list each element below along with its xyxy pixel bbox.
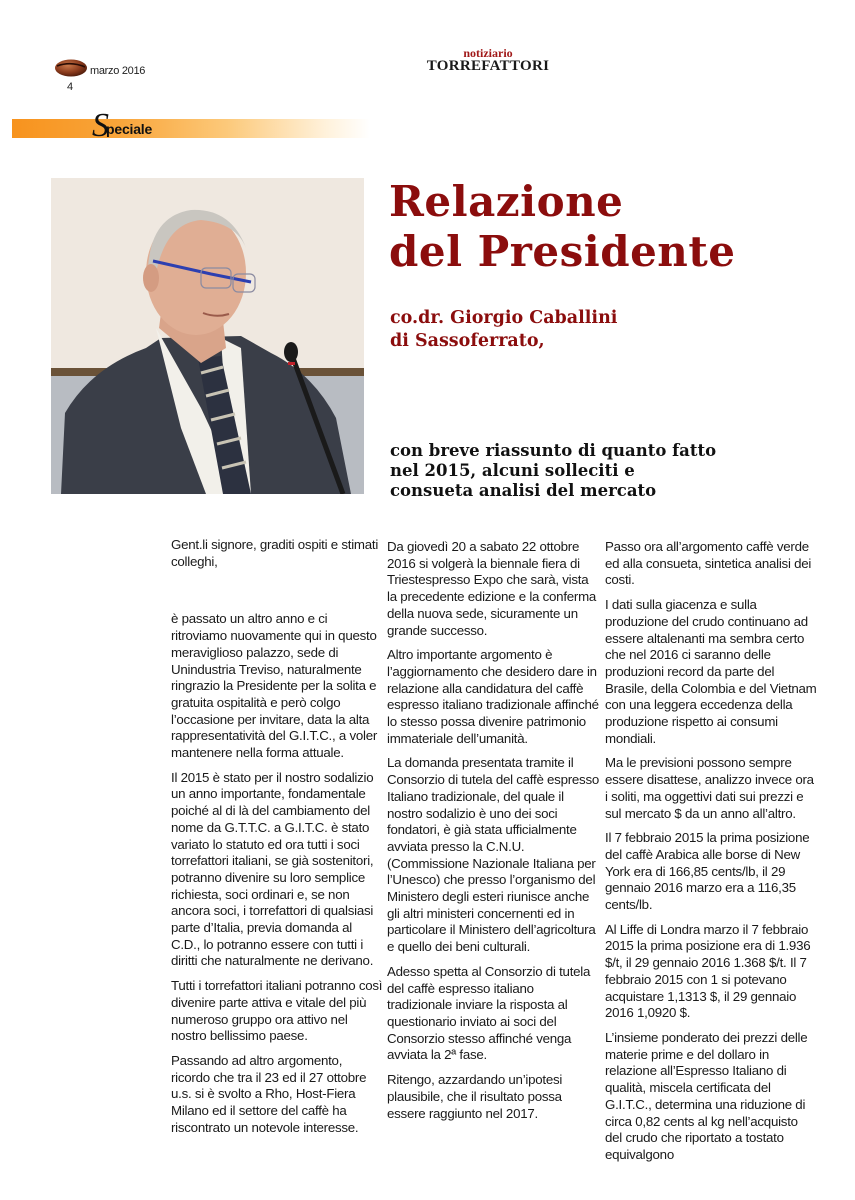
page-number: 4 bbox=[67, 81, 74, 93]
article-subtitle bbox=[390, 441, 716, 501]
coffee-bean-logo-icon bbox=[54, 58, 88, 78]
article-title bbox=[389, 177, 735, 277]
masthead-main: TORREFATTORI bbox=[426, 58, 550, 74]
body-column-2 bbox=[387, 539, 599, 1130]
subtitle-line-1: con breve riassunto di quanto fatto bbox=[390, 441, 717, 460]
issue-date: marzo 2016 bbox=[90, 65, 146, 77]
paragraph: Gent.li signore, graditi ospiti e stimati colleghi, bbox=[171, 537, 379, 569]
section-label: peciale bbox=[106, 121, 153, 137]
author-line-1: co.dr. Giorgio Caballini bbox=[390, 308, 618, 328]
paragraph: Passo ora all’argomento caffè verde ed alla consueta, sintetica analisi dei costi. bbox=[605, 539, 812, 588]
paragraph: Altro importante argomento è l’aggiornamento che desidero dare in relazione alla candidatura del caffè espresso italiano tradizionale affinché lo stesso possa divenire patrimonio immateriale dell’umanità. bbox=[387, 647, 599, 746]
portrait-illustration bbox=[51, 178, 364, 494]
subtitle-line-2: nel 2015, alcuni solleciti e bbox=[390, 461, 635, 480]
title-line-1: Relazione bbox=[389, 177, 624, 226]
paragraph: La domanda presentata tramite il Consorzio di tutela del caffè espresso Italiano tradizionale, del quale il nostro sodalizio è uno dei soci fondatori, è già stata ufficialmente avviata presso la C.N.U. (Commissione Nazionale Italiana per l’Unesco) che presso l’organismo del Ministero degli esteri riunisce anche gli altri ministeri concernenti ed in particolare il Ministero dell’agricoltura e quello dei beni culturali. bbox=[387, 755, 599, 955]
section-band bbox=[12, 119, 370, 138]
masthead-small: notiziario bbox=[463, 46, 513, 60]
paragraph: è passato un altro anno e ci ritroviamo nuovamente qui in questo meraviglioso palazzo, sede di Unindustria Treviso, naturalmente ringrazio la Presidente per la solita e gratuita ospitalità e però colgo l’occasione per invitare, data la alta rappresentatività del G.I.T.C., a voler mantenere nella forma attuale. bbox=[171, 611, 378, 761]
paragraph: Tutti i torrefattori italiani potranno così divenire parte attiva e vitale del più numeroso gruppo ora attivo nel nostro bellissimo paese. bbox=[171, 978, 383, 1044]
article-author bbox=[390, 307, 617, 353]
paragraph: Ma le previsioni possono sempre essere disattese, analizzo invece ora i soliti, ma oggettivi dati sui prezzi e sul mercato $ da un anno all’altro. bbox=[605, 755, 814, 821]
paragraph: Ritengo, azzardando un’ipotesi plausibile, che il risultato possa essere raggiunto nel 2017. bbox=[387, 1072, 563, 1121]
author-line-2: di Sassoferrato, bbox=[390, 331, 545, 351]
paragraph: L’insieme ponderato dei prezzi delle materie prime e del dollaro in relazione all’Espresso Italiano di qualità, miscela certificata del G.I.T.C., determina una riduzione di circa 0,82 cents al kg nell’acquisto del crudo che riportato a tostato equivalgono bbox=[605, 1029, 808, 1162]
body-column-1 bbox=[171, 537, 383, 1145]
subtitle-line-3: consueta analisi del mercato bbox=[390, 481, 657, 500]
paragraph: Adesso spetta al Consorzio di tutela del caffè espresso italiano tradizionale inviare la risposta al questionario inviato ai soci del Consorzio stesso affinché venga avviata la 2ª fase. bbox=[387, 963, 591, 1063]
paragraph: I dati sulla giacenza e sulla produzione del crudo continuano ad essere altalenanti ma sembra certo che nel 2016 ci saranno delle produzioni record da parte del Brasile, della Colombia e del Vietnam con una leggera eccedenza della produzione rispetto ai consumi mondiali. bbox=[605, 597, 817, 746]
paragraph: Il 2015 è stato per il nostro sodalizio un anno importante, fondamentale poiché al di là del cambiamento del nome da G.T.T.C. a G.I.T.C. è stato variato lo statuto ed ora tutti i soci torrefattori italiani, se già sostenitori, potranno divenire su loro semplice richiesta, soci ordinari e, se non ancora soci, i torrefattori di qualsiasi parte d’Italia, previa domanda al C.D., lo potranno essere con tutti i diritti che naturalmente ne derivano. bbox=[171, 769, 374, 969]
title-line-2: del Presidente bbox=[389, 227, 736, 276]
paragraph: Al Liffe di Londra marzo il 7 febbraio 2015 la prima posizione era di 1.936 $/t, il 29 gennaio 2016 1.368 $/t. Il 7 febbraio 2015 con 1 si potevano acquistare 1,1313 $, il 29 gennaio 2016 1,0920 $. bbox=[605, 921, 811, 1021]
paragraph: Passando ad altro argomento, ricordo che tra il 23 ed il 27 ottobre u.s. si è svolto a Rho, Host-Fiera Milano ed il settore del caffè ha riscontrato un notevole interesse. bbox=[171, 1052, 367, 1135]
paragraph: Da giovedì 20 a sabato 22 ottobre 2016 si volgerà la biennale fiera di Triestespresso Expo che sarà, vista la precedente edizione e la conferma della nuova sede, sicuramente un grande successo. bbox=[387, 539, 597, 638]
paragraph: Il 7 febbraio 2015 la prima posizione del caffè Arabica alle borse di New York era di 166,85 cents/lb, il 29 gennaio 2016 marzo era a 116,35 cents/lb. bbox=[605, 830, 810, 913]
president-photo bbox=[51, 178, 364, 494]
masthead bbox=[423, 47, 553, 74]
section-initial: S bbox=[92, 107, 109, 144]
body-column-3 bbox=[605, 539, 817, 1172]
